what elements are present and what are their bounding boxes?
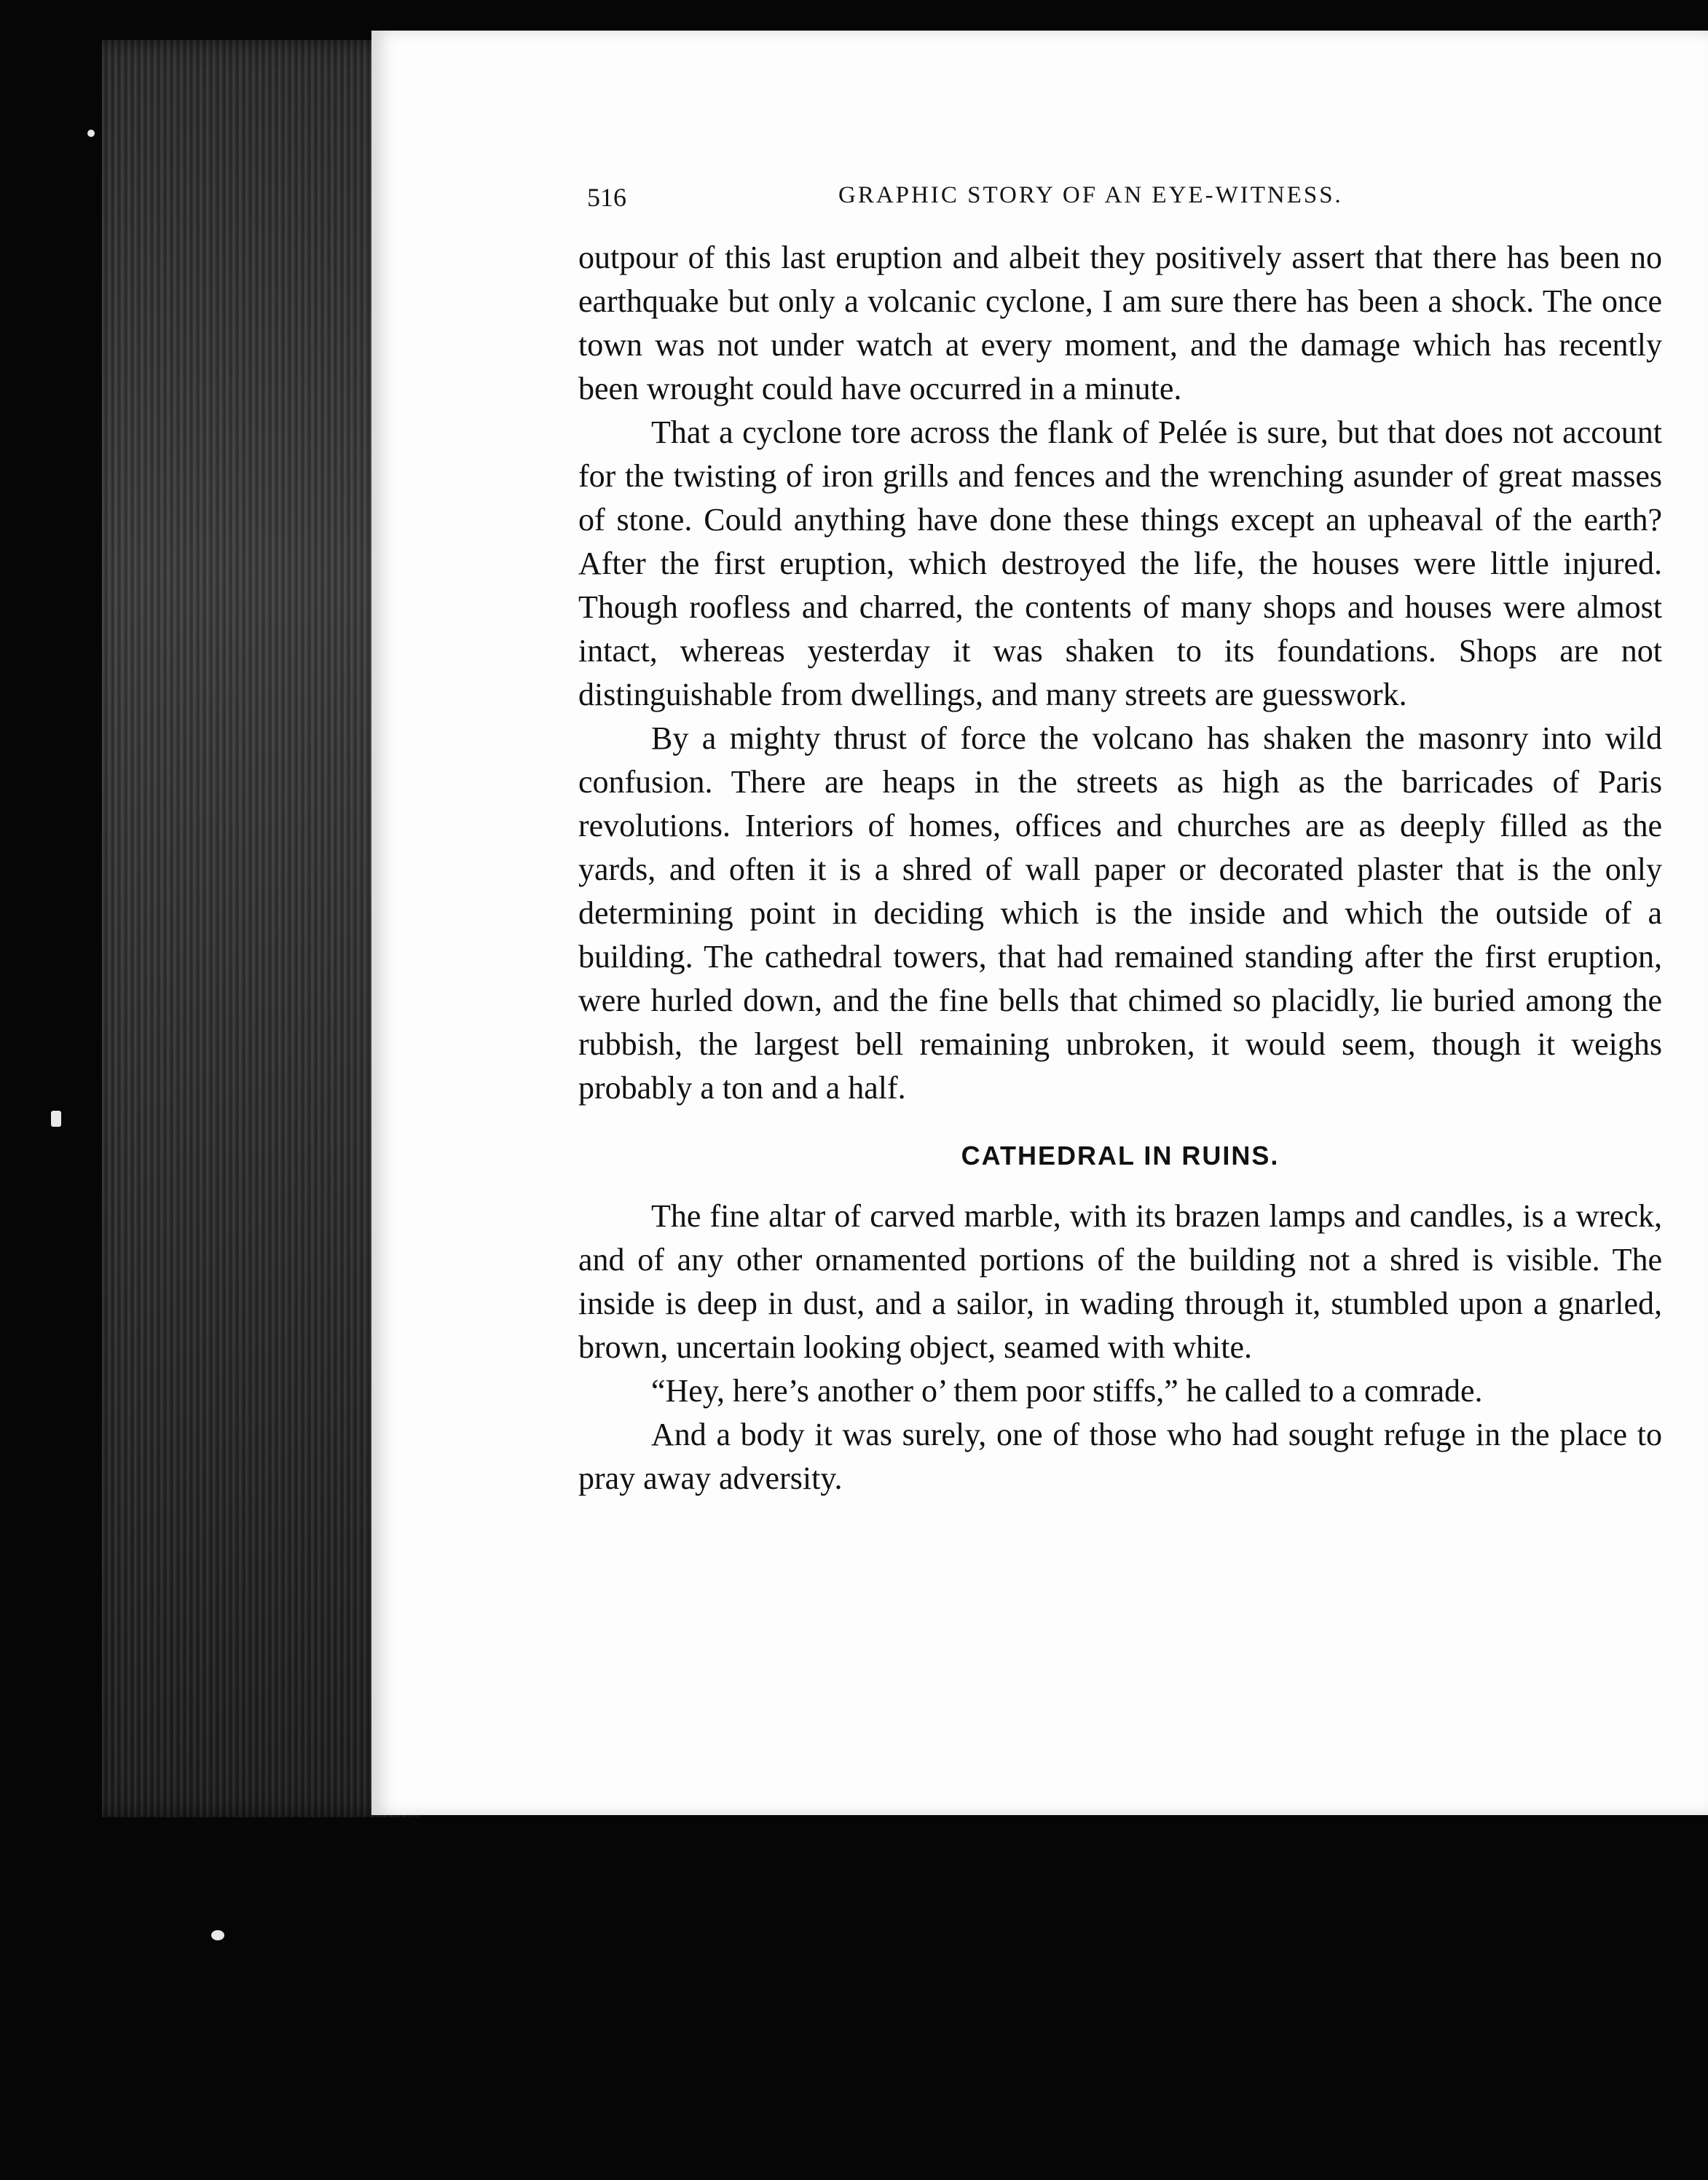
paragraph: The fine altar of carved marble, with its brazen lamps and candles, is a wreck, and of any other ornamented portions of the building not a shred is visible. The inside is deep in dust, and a sailor, in wading through it, stumbled upon a gnarled, brown, uncertain looking object, seamed with white. [578, 1198, 1662, 1365]
dust-speck [211, 1930, 224, 1940]
paragraph: outpour of this last eruption and albeit they positively assert that there has been no earthquake but only a volcanic cyclone, I am sure there has been a shock. The once town was not under watch at every moment, and the damage which has recently been wrought could have occurred in a minute. [578, 240, 1662, 406]
book-page [371, 31, 1708, 1815]
paragraph: “Hey, here’s another o’ them poor stiffs,” he called to a comrade. [651, 1373, 1483, 1409]
section-heading: CATHEDRAL IN RUINS. [961, 1141, 1280, 1170]
paragraph: That a cyclone tore across the flank of Pelée is sure, but that does not account for the twisting of iron grills and fences and the wrenching asunder of great masses of stone. Could anything have done these things except an upheaval of the earth? After the first eruption, which destroyed the life, the houses were little injured. Though roofless and charred, the contents of many shops and houses were almost intact, whereas yesterday it was shaken to its foundations. Shops are not distinguishable from dwellings, and many streets are guesswork. [578, 414, 1662, 712]
page-number: 516 [587, 183, 626, 212]
running-head [587, 182, 1534, 226]
body-text [578, 236, 1662, 1500]
running-head-title: GRAPHIC STORY OF AN EYE-WITNESS. [838, 182, 1343, 208]
dust-speck [87, 130, 95, 137]
dust-speck [51, 1111, 61, 1127]
paragraph: And a body it was surely, one of those who had sought refuge in the place to pray away adversity. [578, 1417, 1662, 1496]
paragraph: By a mighty thrust of force the volcano has shaken the masonry into wild confusion. There are heaps in the streets as high as the barricades of Paris revolutions. Interiors of homes, offices and churches are as deeply filled as the yards, and often it is a shred of wall paper or decorated plaster that is the only determining point in deciding which is the inside and which the outside of a building. The cathedral towers, that had remained standing after the first eruption, were hurled down, and the fine bells that chimed so placidly, lie buried among the rubbish, the largest bell remaining unbroken, it would seem, though it weighs probably a ton and a half. [578, 720, 1662, 1106]
